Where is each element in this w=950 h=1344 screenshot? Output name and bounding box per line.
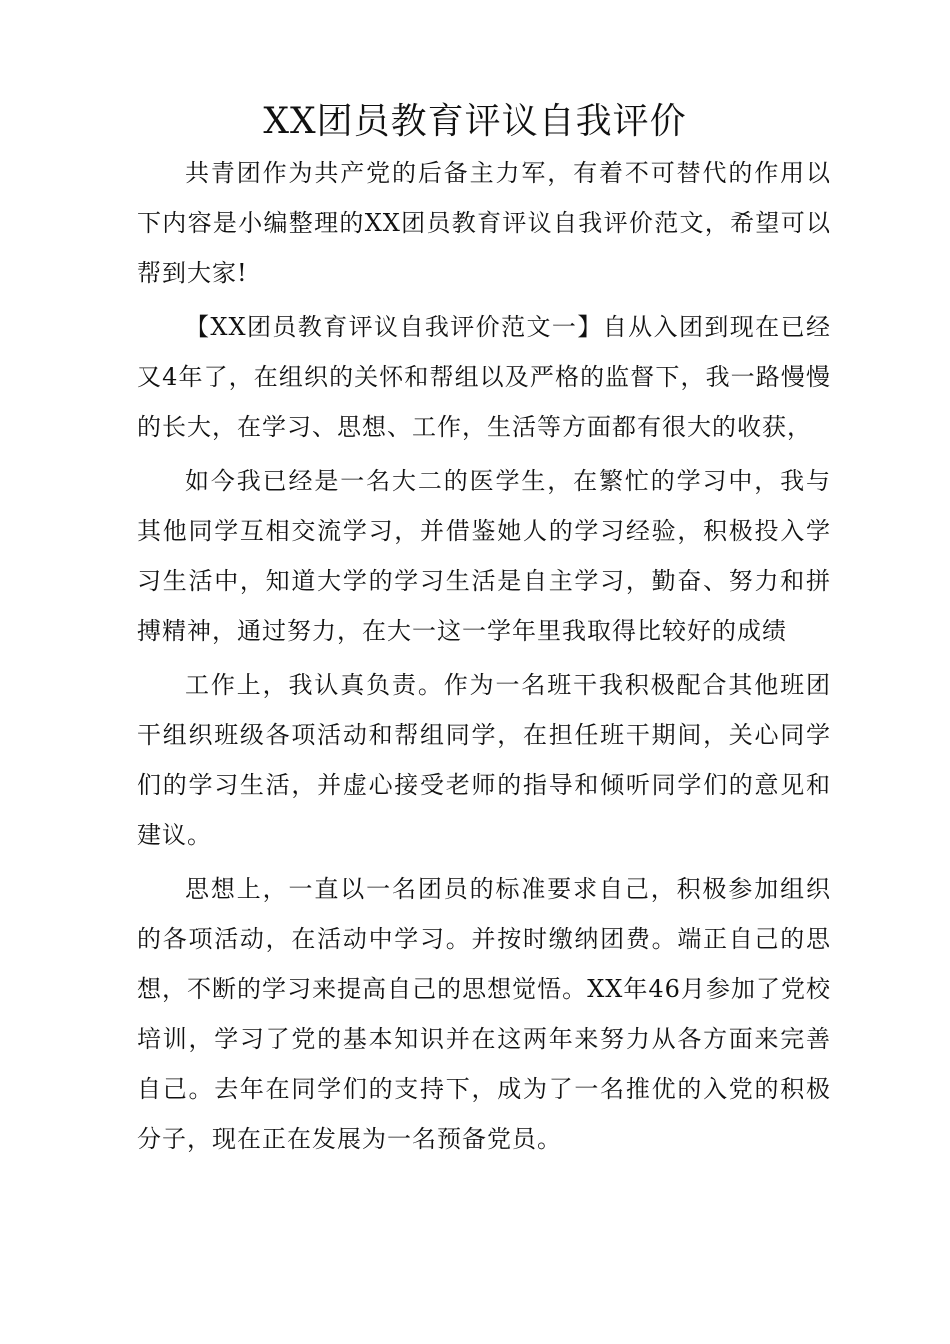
paragraph-intro: 共青团作为共产党的后备主力军，有着不可替代的作用以下内容是小编整理的XX团员教育评议自我评价范文，希望可以帮到大家! [137, 159, 831, 287]
paragraph-thought: 思想上，一直以一名团员的标准要求自己，积极参加组织的各项活动，在活动中学习。并按时缴纳团费。端正自己的思想，不断的学习来提高自己的思想觉悟。XX年46月参加了党校培训，学习了党的基本知识并在这两年来努力从各方面来完善自己。去年在同学们的支持下，成为了一名推优的入党的积极分子，现在正在发展为一名预备党员。 [137, 875, 831, 1153]
document-title: XX团员教育评议自我评价 [263, 101, 687, 142]
paragraph-study: 如今我已经是一名大二的医学生，在繁忙的学习中，我与其他同学互相交流学习，并借鉴她人的学习经验，积极投入学习生活中，知道大学的学习生活是自主学习，勤奋、努力和拼搏精神，通过努力，在大一这一学年里我取得比较好的成绩 [137, 467, 831, 645]
paragraph-work: 工作上，我认真负责。作为一名班干我积极配合其他班团干组织班级各项活动和帮组同学，在担任班干期间，关心同学们的学习生活，并虚心接受老师的指导和倾听同学们的意见和建议。 [137, 671, 831, 849]
paragraph-sample-one: 【XX团员教育评议自我评价范文一】自从入团到现在已经又4年了，在组织的关怀和帮组以及严格的监督下，我一路慢慢的长大，在学习、思想、工作，生活等方面都有很大的收获， [137, 313, 831, 441]
document-body [137, 148, 831, 1164]
